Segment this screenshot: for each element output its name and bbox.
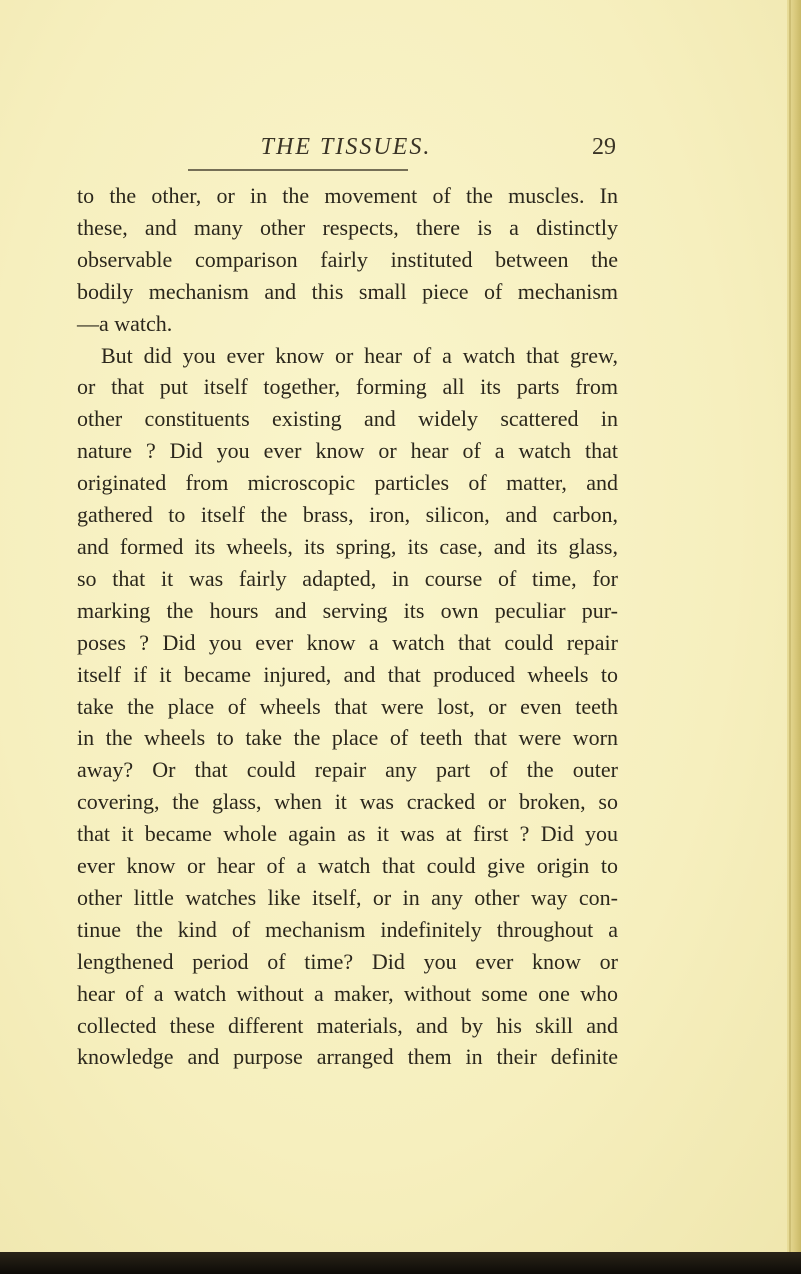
header-rule <box>188 169 408 171</box>
text-line: and formed its wheels, its spring, its case, and its glass, <box>77 533 618 559</box>
text-line: marking the hours and serving its own peculiar pur- <box>77 597 618 623</box>
text-line: But did you ever know or hear of a watch that grew, <box>101 342 618 368</box>
text-line: in the wheels to take the place of teeth that were worn <box>77 725 618 751</box>
text-line: poses ? Did you ever know a watch that could repair <box>77 629 618 655</box>
text-line: these, and many other respects, there is a distinctly <box>77 214 618 240</box>
text-line: away? Or that could repair any part of the outer <box>77 757 618 783</box>
text-line: nature ? Did you ever know or hear of a watch that <box>77 438 618 464</box>
text-line: —a watch. <box>77 310 173 336</box>
text-line: gathered to itself the brass, iron, silicon, and carbon, <box>77 502 618 528</box>
page-header <box>76 134 616 168</box>
text-line: that it became whole again as it was at first ? Did you <box>77 821 618 847</box>
text-line: knowledge and purpose arranged them in their definite <box>77 1044 618 1070</box>
text-line: hear of a watch without a maker, without some one who <box>77 980 618 1006</box>
text-line: observable comparison fairly instituted between the <box>77 246 618 272</box>
running-title: THE TISSUES. <box>260 134 432 160</box>
body-text <box>77 180 618 1073</box>
text-line: originated from microscopic particles of matter, and <box>77 470 618 496</box>
text-line: covering, the glass, when it was cracked or broken, so <box>77 789 618 815</box>
text-line: so that it was fairly adapted, in course of time, for <box>77 565 618 591</box>
text-line: other constituents existing and widely scattered in <box>77 406 618 432</box>
page-number: 29 <box>592 134 616 160</box>
text-line: or that put itself together, forming all its parts from <box>77 374 618 400</box>
text-line: to the other, or in the movement of the muscles. In <box>77 183 618 208</box>
text-line: itself if it became injured, and that produced wheels to <box>77 661 618 687</box>
bottom-shadow-band <box>0 1252 801 1274</box>
text-line: bodily mechanism and this small piece of mechanism <box>77 278 618 304</box>
text-line: collected these different materials, and by his skill and <box>77 1012 618 1038</box>
page-edge-line <box>789 0 791 1274</box>
text-line: tinue the kind of mechanism indefinitely throughout a <box>77 916 618 942</box>
text-line: lengthened period of time? Did you ever know or <box>77 948 618 974</box>
text-line: other little watches like itself, or in any other way con- <box>77 884 618 910</box>
text-line: ever know or hear of a watch that could give origin to <box>77 853 618 879</box>
text-line: take the place of wheels that were lost, or even teeth <box>77 693 618 719</box>
